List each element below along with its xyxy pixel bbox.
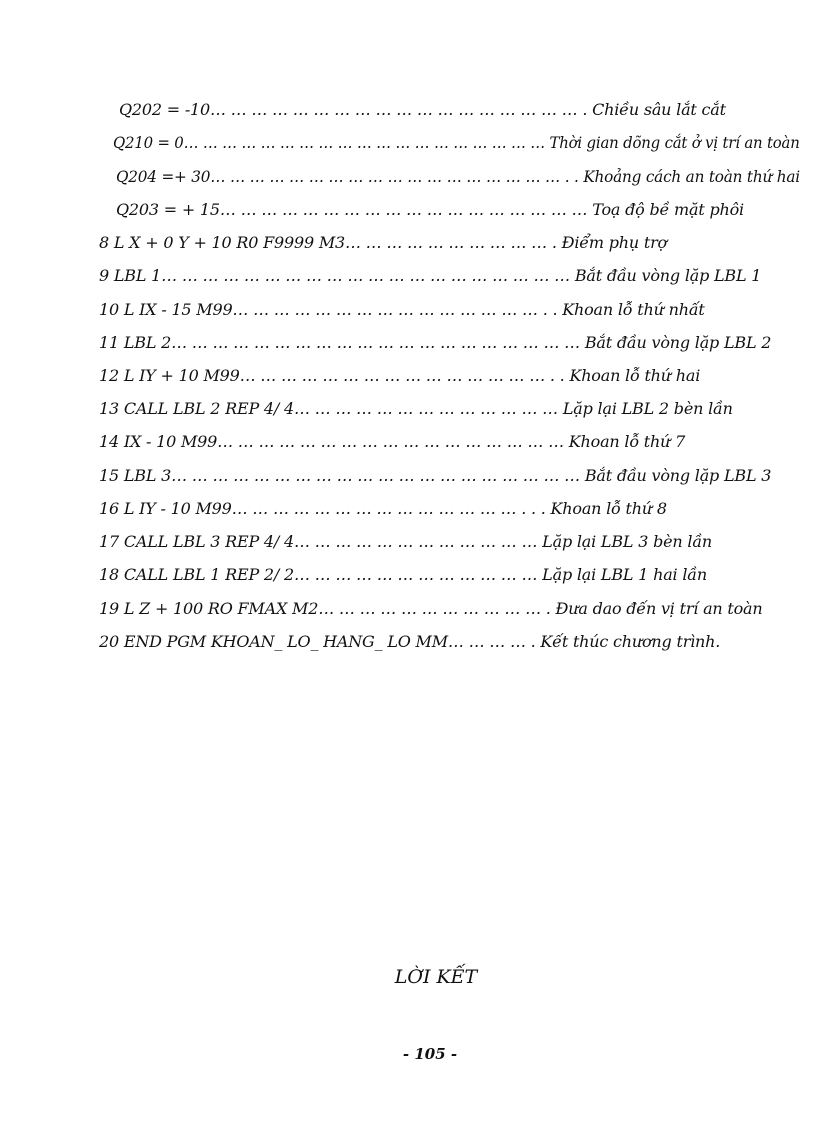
program-line-q203: Q203 = + 15… … … … … … … … … … … … … … … … … … Toạ độ bề mặt phôi — [116, 200, 744, 219]
program-line-8: 8 L X + 0 Y + 10 R0 F9999 M3… … … … … … … … … … . Điểm phụ trợ — [99, 233, 667, 252]
program-line-14: 14 IX - 10 M99… … … … … … … … … … … … … … … … … Khoan lỗ thứ 7 — [99, 432, 686, 451]
program-line-9: 9 LBL 1… … … … … … … … … … … … … … … … … … … … Bắt đầu vòng lặp LBL 1 — [99, 266, 762, 285]
program-line-q210: Q210 = 0… … … … … … … … … … … … … … … … … … … Thời gian dõng cắt ở vị trí an toàn — [113, 133, 800, 152]
section-heading: LỜI KẾT — [394, 966, 478, 988]
program-line-q204: Q204 =+ 30… … … … … … … … … … … … … … … … … … . . Khoảng cách an toàn thứ hai — [116, 167, 800, 186]
program-line-15: 15 LBL 3… … … … … … … … … … … … … … … … … … … … Bắt đầu vòng lặp LBL 3 — [99, 466, 772, 485]
program-line-16: 16 L IY - 10 M99… … … … … … … … … … … … … … . . . Khoan lỗ thứ 8 — [99, 499, 667, 518]
program-line-19: 19 L Z + 100 RO FMAX M2… … … … … … … … … … … . Đưa dao đến vị trí an toàn — [99, 599, 763, 618]
program-line-20: 20 END PGM KHOAN_ LO_ HANG_ LO MM… … … … . Kết thúc chương trình. — [99, 632, 721, 651]
program-line-12: 12 L IY + 10 M99… … … … … … … … … … … … … … … . . Khoan lỗ thứ hai — [99, 366, 701, 385]
program-line-17: 17 CALL LBL 3 REP 4/ 4… … … … … … … … … … … … Lặp lại LBL 3 bèn lần — [99, 532, 713, 551]
page-number: - 105 - — [402, 1045, 458, 1063]
program-line-10: 10 L IX - 15 M99… … … … … … … … … … … … … … … . . Khoan lỗ thứ nhất — [99, 300, 705, 319]
program-line-11: 11 LBL 2… … … … … … … … … … … … … … … … … … … … Bắt đầu vòng lặp LBL 2 — [99, 333, 772, 352]
program-line-13: 13 CALL LBL 2 REP 4/ 4… … … … … … … … … … … … … Lặp lại LBL 2 bèn lần — [99, 399, 733, 418]
program-line-q202: Q202 = -10… … … … … … … … … … … … … … … … … … . Chiều sâu lắt cắt — [119, 100, 726, 119]
program-line-18: 18 CALL LBL 1 REP 2/ 2… … … … … … … … … … … … Lặp lại LBL 1 hai lần — [99, 565, 707, 584]
